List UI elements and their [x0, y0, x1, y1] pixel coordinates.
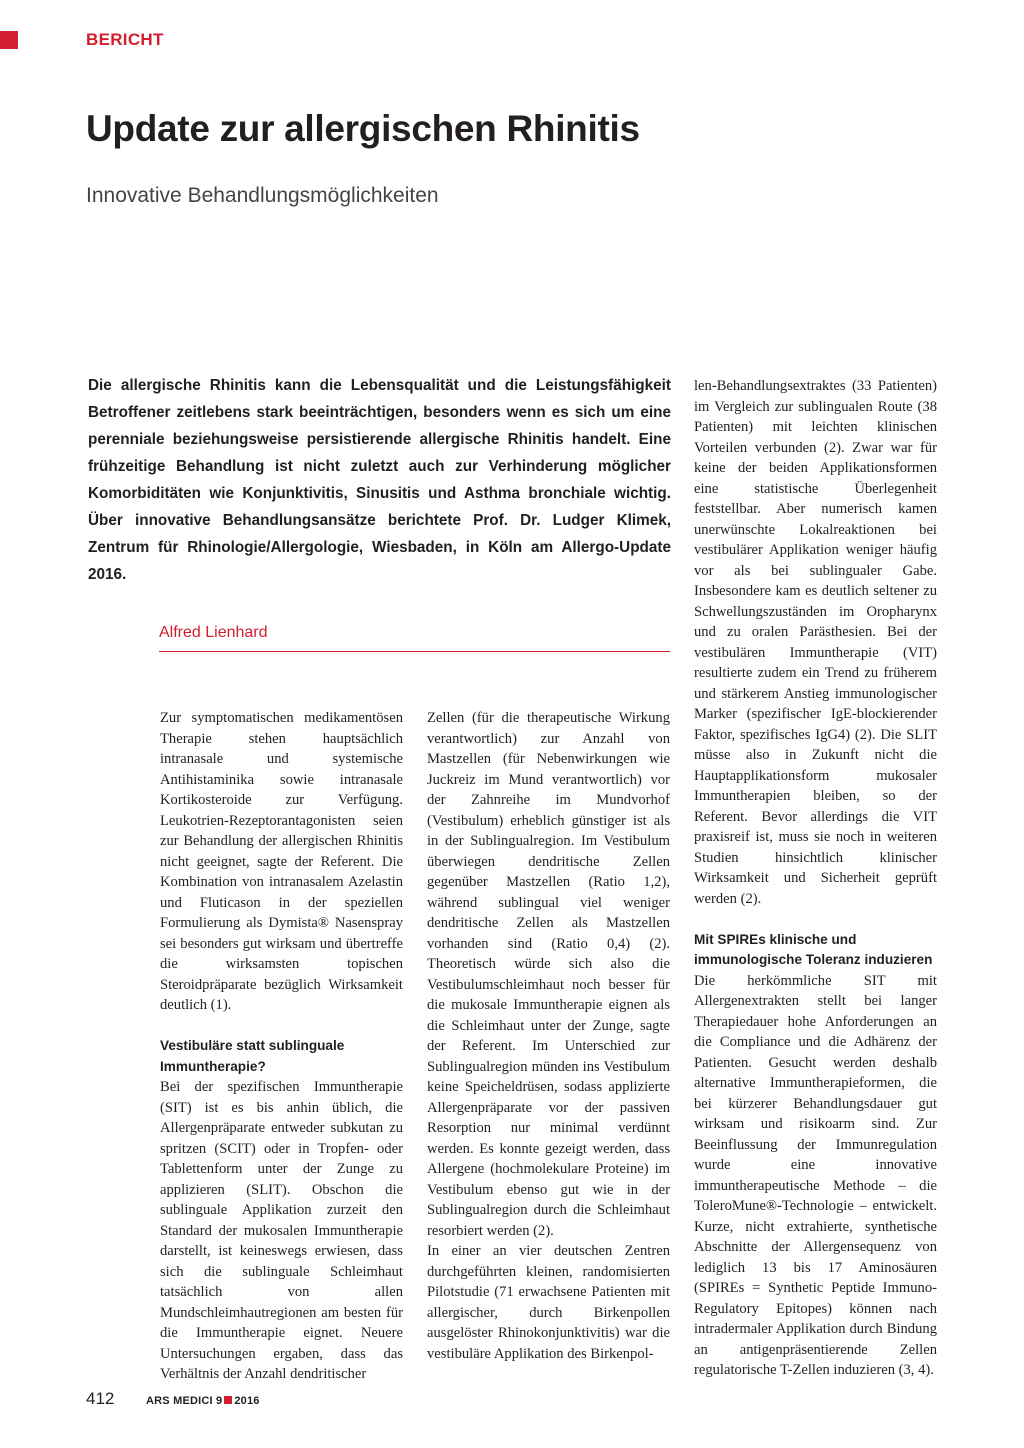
section-heading: Mit SPIREs klinische und immunologische Toleranz induzieren: [694, 931, 933, 967]
body-paragraph: In einer an vier deutschen Zentren durchgeführten kleinen, randomisierten Pilotstudie (71 erwachsene Patienten mit allergischer, durch Birkenpollen ausgelöster Rhinokonjunktivitis) war die vestibuläre Applikation des Birkenpol-: [427, 1243, 670, 1362]
article-lead: Die allergische Rhinitis kann die Lebensqualität und die Leistungsfähigkeit Betroffener zeitlebens stark beeinträchtigen, besonders wenn es sich um eine perenniale beziehungsweise persistierende allergische Rhinitis handelt. Eine frühzeitige Behandlung ist nicht zuletzt auch zur Verhinderung möglicher Komorbiditäten wie Konjunktivitis, Sinusitis und Asthma bronchiale wichtig. Über innovative Behandlungsansätze berichtete Prof. Dr. Ludger Klimek, Zentrum für Rhinologie/Allergologie, Wiesbaden, in Köln am Allergo-Update 2016.: [88, 377, 671, 583]
page-number: 412: [86, 1389, 115, 1408]
body-paragraph: Bei der spezifischen Immuntherapie (SIT) ist es bis anhin üblich, die Allergenpräparate entweder subkutan zu spritzen (SCIT) oder in Tropfen- oder Tablettenform unter der Zunge zu applizieren (SLIT). Obschon die sublinguale Applikation zurzeit den Standard der mukosalen Immuntherapie darstellt, ist keineswegs erwiesen, dass sich die sublinguale Schleimhaut tatsächlich von allen Mundschleimhautregionen am besten für die Immuntherapie eignet. Neuere Untersuchungen ergaben, dass das Verhältnis der Anzahl dendritischer: [160, 1079, 403, 1382]
section-heading: Vestibuläre statt sublinguale Immuntherapie?: [160, 1038, 345, 1074]
article-title: Update zur allergischen Rhinitis: [86, 108, 640, 149]
body-paragraph: Zellen (für die therapeutische Wirkung verantwortlich) zur Anzahl von Mastzellen (für Nebenwirkungen wie Juckreiz im Mund verantwortlich) vor der Zahnreihe im Mundvorhof (Vestibulum) erheblich günstiger ist als in der Sublingualregion. Im Vestibulum überwiegen dendritische Zellen gegenüber Mastzellen (Ratio 1,2), während sublingual viel weniger dendritische Zellen als Mastzellen vorhanden sind (Ratio 0,4) (2). Theoretisch würde sich also die Vestibulumschleimhaut noch besser für die mukosale Immuntherapie eignen als die Schleimhaut unter der Zunge, sagte der Referent. Im Unterschied zur Sublingualregion münden ins Vestibulum keine Speicheldrüsen, sodass applizierte Allergenpräparate vor der passiven Resorption nur minimal verdünnt werden. Es konnte gezeigt werden, dass Allergene (hochmolekulare Proteine) im Vestibulum ebenso gut wie in der Sublingualregion durch die Schleimhaut resorbiert werden (2).: [427, 710, 670, 1239]
author-name: Alfred Lienhard: [159, 624, 268, 641]
section-label: BERICHT: [86, 30, 164, 49]
journal-name: ARS MEDICI 9: [146, 1395, 223, 1407]
footer-square-icon: [224, 1396, 232, 1404]
body-column-2: [427, 708, 670, 1364]
journal-year: 2016: [234, 1395, 260, 1407]
body-column-1: [160, 708, 403, 1385]
body-column-3: [694, 376, 937, 1381]
body-paragraph: Zur symptomatischen medikamentösen Therapie stehen hauptsächlich intranasale und systemische Antihistaminika sowie intranasale Kortikosteroide zur Verfügung. Leukotrien-Rezeptorantagonisten seien zur Behandlung der allergischen Rhinitis nicht geeignet, sagte der Referent. Die Kombination von intranasalem Azelastin und Fluticason in der speziellen Formulierung als Dymista® Nasenspray sei besonders gut wirksam und übertreffe die wirksamsten topischen Steroidpräparate bezüglich Wirksamkeit deutlich (1).: [160, 710, 403, 1013]
section-marker: [0, 31, 18, 49]
journal-footer: [146, 1395, 260, 1407]
author-divider: [159, 651, 670, 652]
article-subtitle: Innovative Behandlungsmöglichkeiten: [86, 184, 439, 207]
body-paragraph: len-Behandlungsextraktes (33 Patienten) im Vergleich zur sublingualen Route (38 Patienten) mit leichten klinischen Vorteilen verbunden (2). Zwar war für keine der beiden Applikationsformen eine statistische Überlegenheit feststellbar. Aber numerisch kamen unerwünschte Lokalreaktionen bei vestibulärer Applikation weniger häufig vor als bei sublingualer Gabe. Insbesondere kam es deutlich seltener zu Schwellungszuständen im Oropharynx und zu oralen Parästhesien. Bei der vestibulären Immuntherapie (VIT) resultierte zudem ein Trend zu früherem und stärkerem Anstieg immunologischer Marker (spezifischer IgE-blockierender Faktor, spezifisches IgG4) (2). Die SLIT müsse also in Zukunft nicht die Hauptapplikationsform mukosaler Immuntherapien bleiben, so der Referent. Bevor allerdings die VIT praxisreif ist, muss sie noch in weiteren Studien hinsichtlich klinischer Wirksamkeit und Sicherheit geprüft werden (2).: [694, 378, 937, 907]
body-paragraph: Die herkömmliche SIT mit Allergenextrakten stellt bei langer Therapiedauer hohe Anforderungen an die Compliance und die Adhärenz der Patienten. Gesucht werden deshalb alternative Immuntherapieformen, die bei kürzerer Behandlungsdauer gut wirksam und risikoarm sind. Zur Beeinflussung der Immunregulation wurde eine innovative immuntherapeutische Methode – die ToleroMune®-Technologie – entwickelt. Kurze, nicht extrahierte, synthetische Abschnitte der Allergensequenz von lediglich 13 bis 17 Aminosäuren (SPIREs = Synthetic Peptide Immuno-Regulatory Epitopes) können nach intradermaler Applikation durch Bindung an antigenpräsentierende Zellen regulatorische T-Zellen induzieren (3, 4).: [694, 972, 937, 1378]
